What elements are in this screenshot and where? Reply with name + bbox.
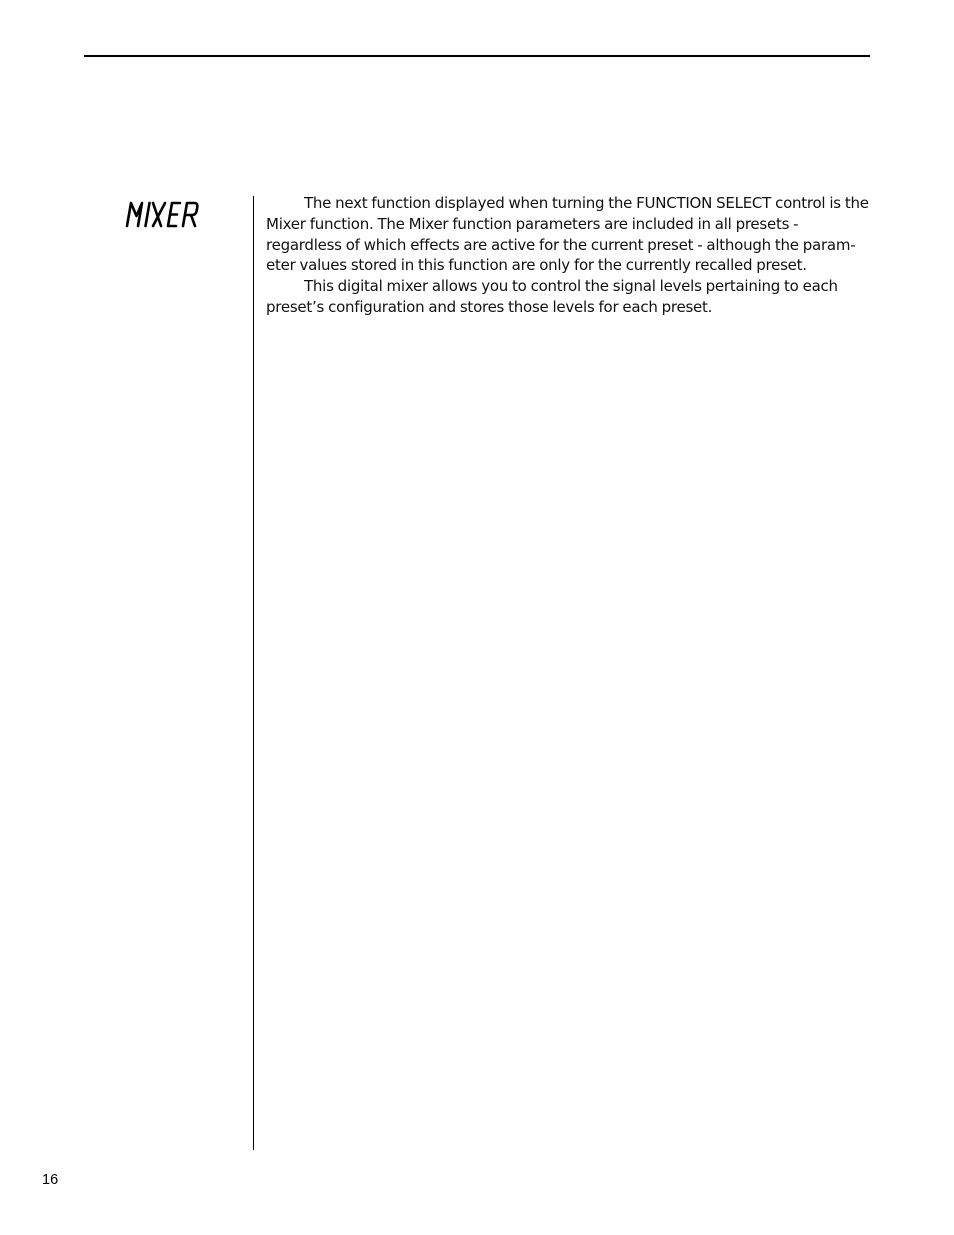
mixer-lcd-lettering [124, 196, 244, 232]
paragraph-2: This digital mixer allows you to control the signal levels pertaining to each preset’s configuration and stores those levels for each preset. [266, 277, 838, 316]
header-rule [84, 55, 870, 57]
section-heading-mixer [124, 196, 244, 232]
section-body [266, 193, 871, 318]
column-divider [253, 196, 254, 1150]
page-number: 16 [42, 1172, 59, 1188]
paragraph-1: The next function displayed when turning the FUNCTION SELECT control is the Mixer function. The Mixer function parameters are included in all presets - regardless of which effects are active for the current preset - although the param- eter values stored in this function are only for the currently recalled preset. [266, 194, 869, 275]
